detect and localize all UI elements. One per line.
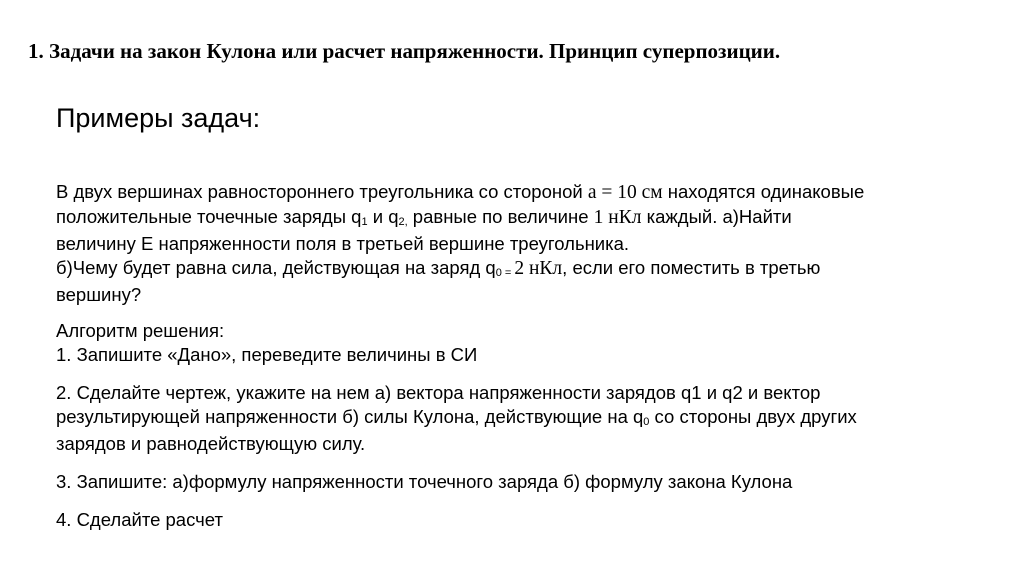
problem-text: и q	[367, 206, 399, 227]
step-4-text: 4. Сделайте расчет	[56, 509, 223, 530]
step-3-text: 3. Запишите: а)формулу напряженности точечного заряда б) формулу закона Кулона	[56, 471, 793, 492]
examples-heading: Примеры задач:	[56, 103, 261, 133]
charge-value: 2 нКл	[514, 258, 563, 279]
algorithm-step-3	[56, 470, 1006, 494]
subscript: 1	[361, 216, 368, 228]
problem-text: , если его поместить в третью	[562, 257, 821, 278]
step-text: со стороны двух других	[649, 406, 857, 427]
side-length-value: а = 10 см	[587, 182, 663, 203]
algorithm-block	[56, 319, 1006, 367]
step-2-line-1: 2. Сделайте чертеж, укажите на нем а) вектора напряженности зарядов q1 и q2 и вектор	[56, 382, 821, 403]
problem-line-3: величину Е напряженности поля в третьей вершине треугольника.	[56, 233, 630, 254]
charge-value: 1 нКл	[593, 207, 642, 228]
algorithm-step-2	[56, 381, 1006, 456]
problem-text: находятся одинаковые	[662, 181, 865, 202]
problem-text: В двух вершинах равностороннего треугольника со стороной	[56, 181, 588, 202]
problem-line-5: вершину?	[56, 284, 142, 305]
subscript: 2,	[398, 216, 408, 228]
subscript: 0 =	[495, 267, 515, 279]
step-2-line-3: зарядов и равнодействующую силу.	[56, 433, 366, 454]
problem-text: каждый. а)Найти	[641, 206, 792, 227]
step-text: результирующей напряженности б) силы Кулона, действующие на q	[56, 406, 644, 427]
problem-text: положительные точечные заряды q	[56, 206, 362, 227]
algorithm-step-1: 1. Запишите «Дано», переведите величины в СИ	[56, 344, 478, 365]
slide-title: 1. Задачи на закон Кулона или расчет напряженности. Принцип суперпозиции.	[28, 39, 781, 63]
problem-line-2	[56, 205, 1006, 232]
problem-statement	[56, 180, 1006, 307]
algorithm-heading: Алгоритм решения:	[56, 320, 225, 341]
problem-text: равные по величине	[407, 206, 594, 227]
subscript: 0	[643, 416, 650, 428]
problem-text: б)Чему будет равна сила, действующая на заряд q	[56, 257, 496, 278]
algorithm-step-4	[56, 508, 1006, 532]
step-2-line-2	[56, 405, 1006, 432]
problem-line-1	[56, 180, 1006, 205]
problem-line-4	[56, 256, 1006, 283]
slide-body	[56, 180, 1006, 532]
